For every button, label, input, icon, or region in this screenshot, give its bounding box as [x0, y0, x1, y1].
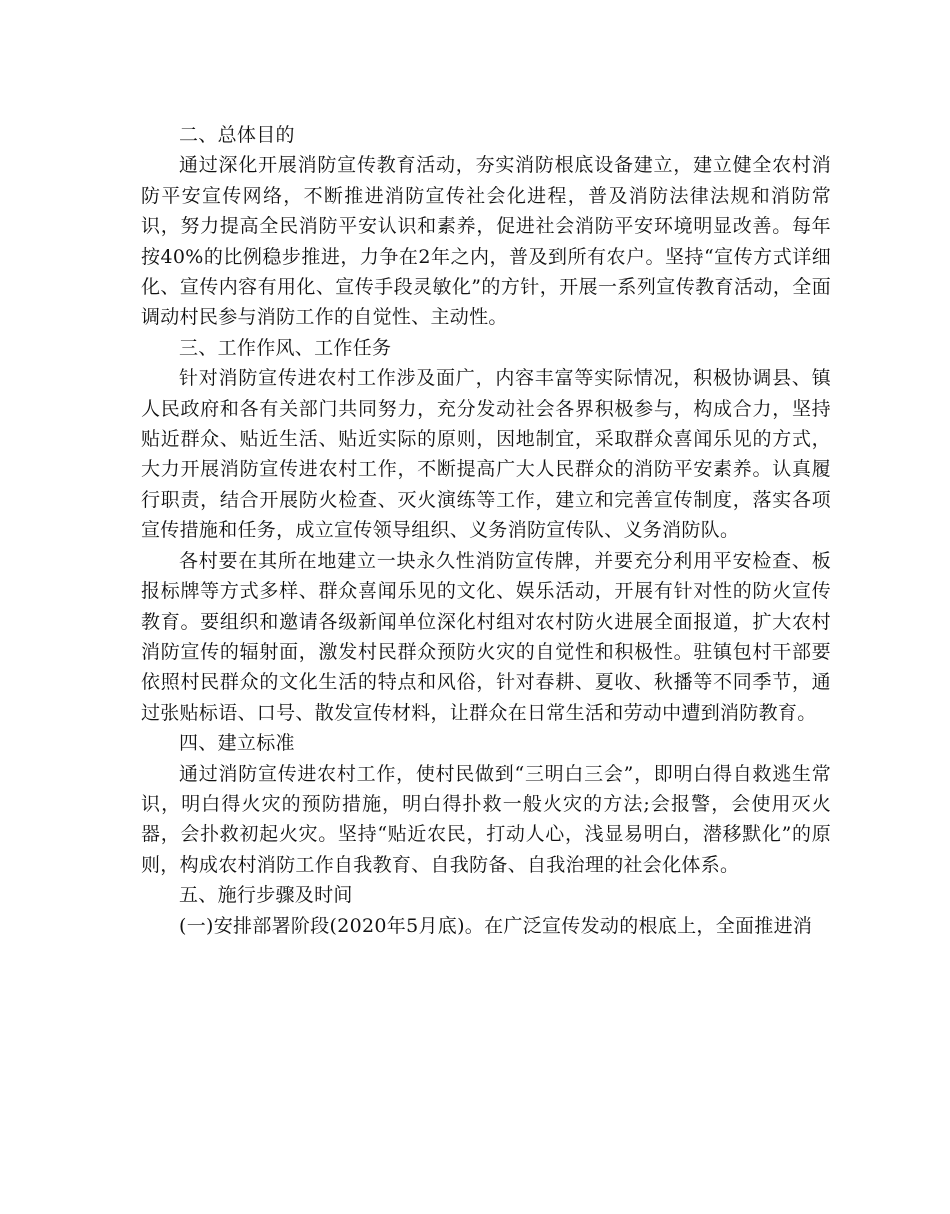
section-heading-standards: 四、建立标准: [179, 732, 295, 755]
paragraph-steps: (一)安排部署阶段(2020年5月底)。在广泛宣传发动的根底上，全面推进消: [179, 914, 813, 937]
document-body: [141, 120, 831, 941]
paragraph-village-publicity: 各村要在其所在地建立一块永久性消防宣传牌，并要充分利用平安检查、板报标牌等方式多样、群众喜闻乐见的文化、娱乐活动，开展有针对性的防火宣传教育。要组织和邀请各级新闻单位深化村组对农村防火进展全面报道，扩大农村消防宣传的辐射面，激发村民群众预防火灾的自觉性和积极性。驻镇包村干部要依照村民群众的文化生活的特点和风俗，针对春耕、夏收、秋播等不同季节，通过张贴标语、口号、散发宣传材料，让群众在日常生活和劳动中遭到消防教育。: [141, 549, 831, 724]
section-heading-goals: 二、总体目的: [179, 124, 295, 146]
section-heading-steps: 五、施行步骤及时间: [179, 884, 353, 907]
section-heading-tasks: 三、工作作风、工作任务: [179, 336, 392, 359]
paragraph-goals: 通过深化开展消防宣传教育活动，夯实消防根底设备建立，建立健全农村消防平安宣传网络，不断推进消防宣传社会化进程，普及消防法律法规和消防常识，努力提高全民消防平安认识和素养，促进社会消防平安环境明显改善。每年按40%的比例稳步推进，力争在2年之内，普及到所有农户。坚持“宣传方式详细化、宣传内容有用化、宣传手段灵敏化”的方针，开展一系列宣传教育活动，全面调动村民参与消防工作的自觉性、主动性。: [141, 154, 831, 329]
paragraph-tasks: 针对消防宣传进农村工作涉及面广，内容丰富等实际情况，积极协调县、镇人民政府和各有关部门共同努力，充分发动社会各界积极参与，构成合力，坚持贴近群众、贴近生活、贴近实际的原则，因地制宜，采取群众喜闻乐见的方式，大力开展消防宣传进农村工作，不断提高广大人民群众的消防平安素养。认真履行职责，结合开展防火检查、灭火演练等工作，建立和完善宣传制度，落实各项宣传措施和任务，成立宣传领导组织、义务消防宣传队、义务消防队。: [141, 367, 831, 542]
paragraph-standards: 通过消防宣传进农村工作，使村民做到“三明白三会”，即明白得自救逃生常识，明白得火灾的预防措施，明白得扑救一般火灾的方法;会报警，会使用灭火器，会扑救初起火灾。坚持“贴近农民，打动人心，浅显易明白，潜移默化”的原则，构成农村消防工作自我教育、自我防备、自我治理的社会化体系。: [141, 762, 831, 876]
